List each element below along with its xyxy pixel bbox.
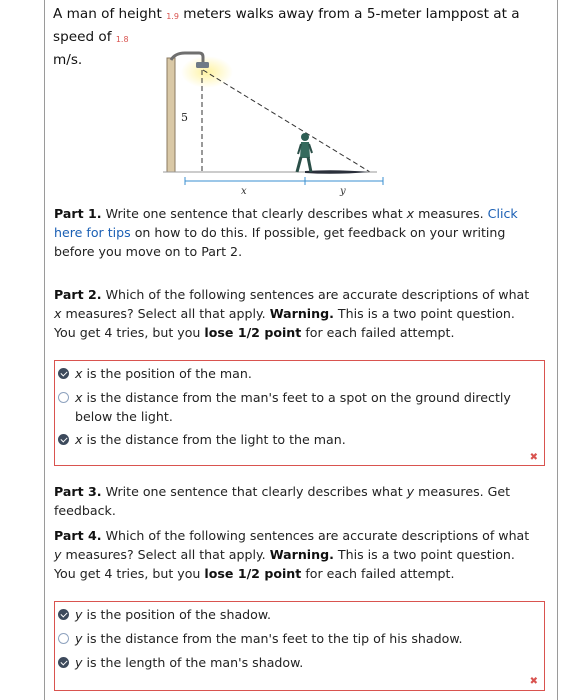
tips-link[interactable]: Click here for tips: [54, 206, 518, 240]
option-var: x: [75, 366, 83, 381]
option-text: is the length of the man's shadow.: [86, 655, 304, 670]
man-shadow: [305, 170, 370, 174]
part4-text-b: measures? Select all that apply.: [65, 547, 266, 562]
part2-option-3[interactable]: [58, 430, 346, 449]
part4-var: y: [54, 547, 62, 562]
option-text: is the distance from the light to the man.: [86, 432, 346, 447]
part3-section: [54, 482, 534, 520]
option-var: y: [75, 631, 83, 646]
part2-var: x: [54, 306, 62, 321]
part1-var: x: [406, 206, 415, 221]
part1-text-a: Write one sentence that clearly describes what: [105, 206, 403, 221]
checkbox-checked[interactable]: [58, 368, 69, 379]
problem-text-a: A man of height: [53, 6, 162, 22]
part4-option-1[interactable]: [58, 605, 271, 624]
x-label: x: [241, 186, 247, 197]
pole-height-label: 5: [181, 111, 188, 124]
part4-penalty: lose 1/2 point: [204, 566, 302, 581]
option-text: is the distance from the man's feet to the tip of his shadow.: [86, 631, 463, 646]
part3-var: y: [406, 484, 415, 499]
option-var: x: [75, 432, 83, 447]
part3-heading: Part 3.: [54, 484, 102, 499]
option-var: x: [75, 390, 83, 405]
part3-text-b: measures. Get feedback.: [54, 484, 511, 518]
part2-text-b: measures? Select all that apply.: [65, 306, 266, 321]
part2-penalty-tail: for each failed attempt.: [305, 325, 455, 340]
part2-option-1[interactable]: [58, 364, 252, 383]
checkbox-unchecked[interactable]: [58, 633, 69, 644]
part2-warning-text: This is a two point question. You get 4 tries, but you: [54, 306, 515, 340]
checkbox-checked[interactable]: [58, 657, 69, 668]
man-figure: [297, 133, 312, 172]
option-text: is the position of the man.: [86, 366, 252, 381]
part1-text-b: measures.: [418, 206, 484, 221]
part3-text-a: Write one sentence that clearly describes what: [105, 484, 403, 499]
part1-text-c: on how to do this. If possible, get feedback on your writing before you move on to Part 2.: [54, 225, 506, 259]
incorrect-icon: ✖: [529, 676, 538, 687]
part1-heading: Part 1.: [54, 206, 102, 221]
lamppost-figure: [145, 44, 395, 198]
part4-option-3[interactable]: [58, 653, 303, 672]
part1-section: [54, 204, 534, 261]
part4-option-2[interactable]: [58, 629, 462, 648]
light-ray-line: [203, 70, 370, 172]
option-var: y: [75, 655, 83, 670]
part4-warning-text: This is a two point question. You get 4 tries, but you: [54, 547, 515, 581]
part2-heading: Part 2.: [54, 287, 102, 302]
checkbox-unchecked[interactable]: [58, 392, 69, 403]
part4-options-box: [54, 601, 545, 691]
checkbox-checked[interactable]: [58, 609, 69, 620]
option-var: y: [75, 607, 83, 622]
incorrect-icon: ✖: [529, 452, 538, 463]
part2-options-box: [54, 360, 545, 466]
y-label: y: [340, 186, 346, 197]
part2-text-a: Which of the following sentences are accurate descriptions of what: [105, 287, 530, 302]
option-text: is the position of the shadow.: [86, 607, 272, 622]
lamppost-pole: [167, 58, 175, 172]
speed-value: 1.8: [115, 35, 129, 44]
content-frame: [44, 0, 558, 700]
checkbox-checked[interactable]: [58, 434, 69, 445]
part2-section: [54, 285, 534, 342]
part2-penalty: lose 1/2 point: [204, 325, 302, 340]
part4-heading: Part 4.: [54, 528, 102, 543]
part2-warning-label: Warning.: [269, 306, 334, 321]
lamp-head: [196, 62, 209, 68]
problem-text-b: meters walks away from a 5-meter lamppost at a speed of: [53, 6, 520, 45]
part4-warning-label: Warning.: [269, 547, 334, 562]
part4-text-a: Which of the following sentences are accurate descriptions of what: [105, 528, 530, 543]
part2-option-2[interactable]: [58, 388, 528, 426]
problem-text-c: m/s.: [53, 52, 83, 68]
option-text: is the distance from the man's feet to a spot on the ground directly below the light.: [75, 390, 511, 424]
part4-section: [54, 526, 534, 583]
part4-penalty-tail: for each failed attempt.: [305, 566, 455, 581]
height-value: 1.9: [166, 12, 179, 21]
